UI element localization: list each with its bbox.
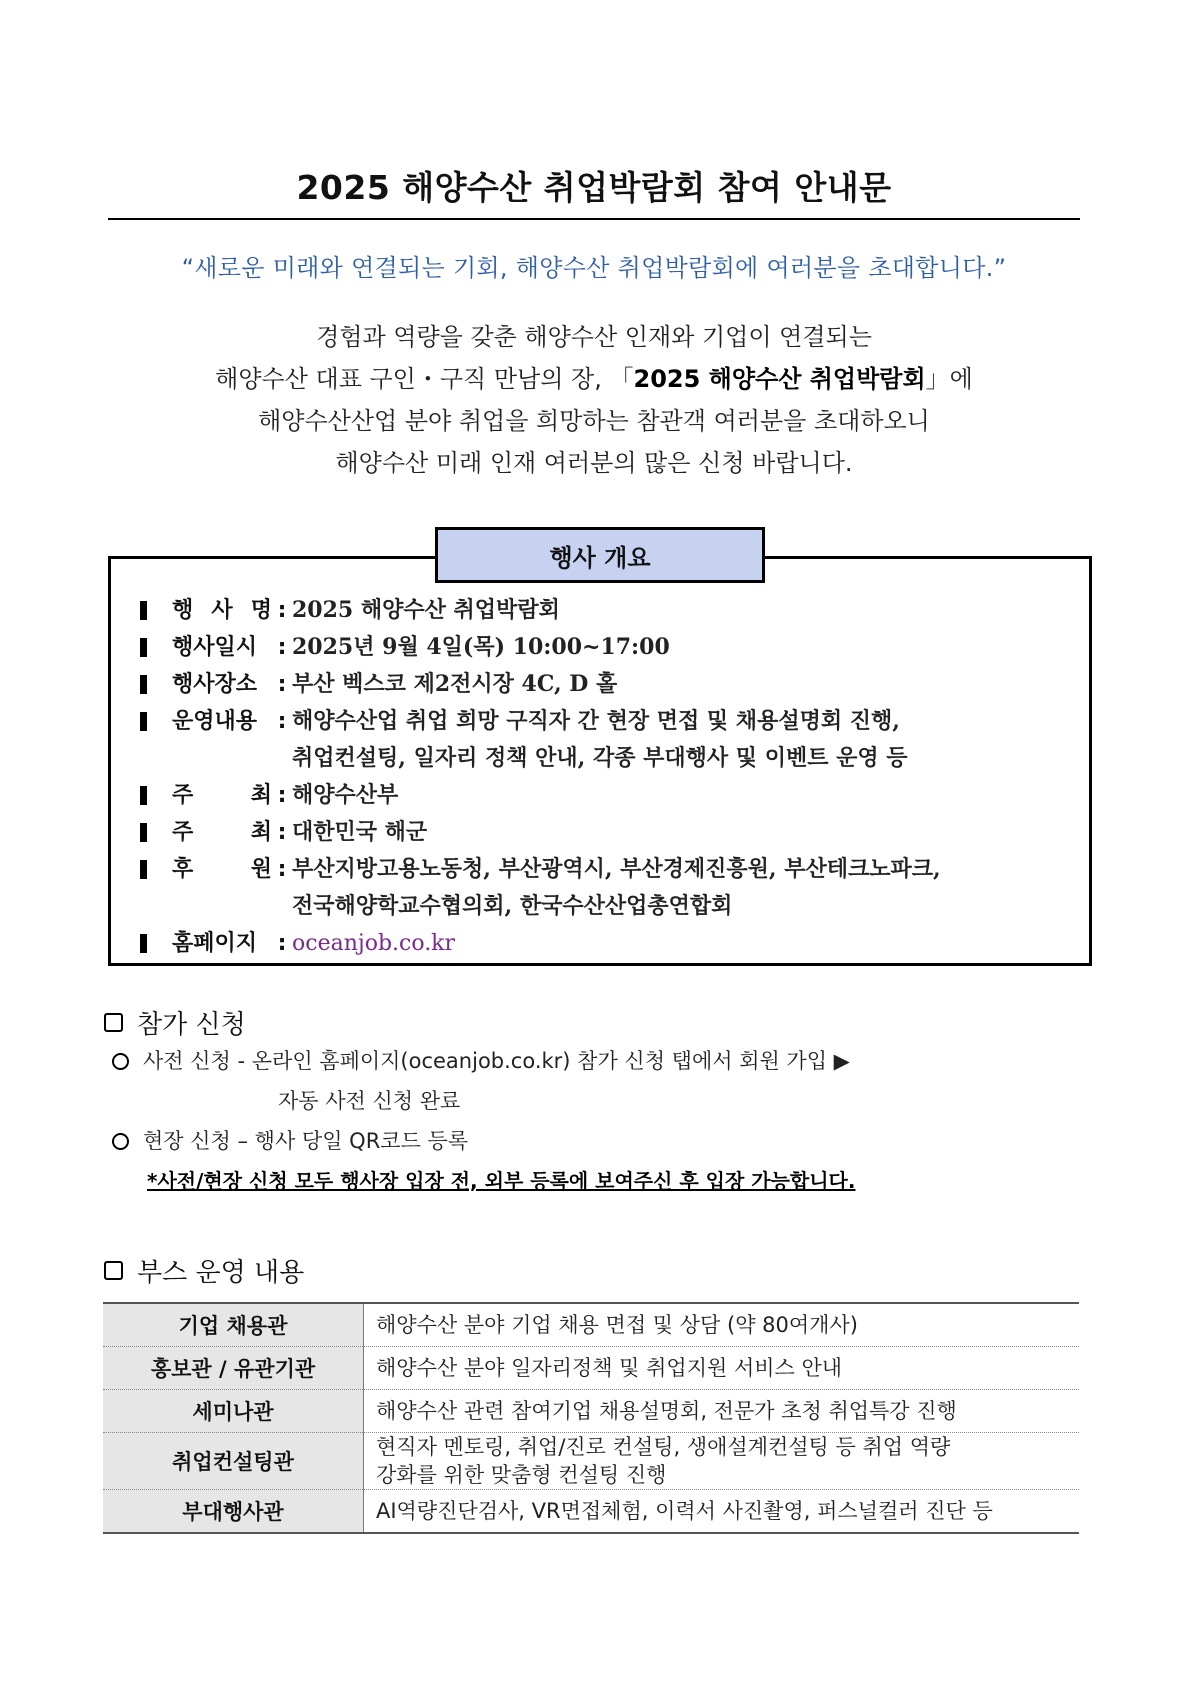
row-value: 해양수산부 (292, 782, 399, 808)
circle-bullet-icon (112, 1053, 129, 1070)
overview-row-event-name: 행 사 명 : 2025 해양수산 취업박람회 (140, 592, 1070, 629)
table-row (103, 1347, 1079, 1390)
row-label: 홈페이지 (172, 931, 258, 956)
overview-row-host: 주 최 : 해양수산부 (140, 777, 1070, 814)
apply-section (112, 1041, 1072, 1201)
checkbox-square-icon (104, 1261, 123, 1280)
overview-row-sponsor-cont (140, 888, 1070, 925)
overview-header: 행사 개요 (435, 527, 765, 583)
row-value: 부산지방고용노동청, 부산광역시, 부산경제진흥원, 부산테크노파크, (292, 856, 941, 882)
table-row (103, 1303, 1079, 1347)
booth-description: 현직자 멘토링, 취업/진로 컨설팅, 생애설계컨설팅 등 취업 역량 강화를 위한 맞춤형 컨설팅 진행 (364, 1433, 1080, 1490)
homepage-link[interactable]: oceanjob.co.kr (292, 931, 456, 956)
overview-row-content: 운영내용 : 해양수산업 취업 희망 구직자 간 현장 면접 및 채용설명회 진행, (140, 703, 1070, 740)
booth-category: 부대행사관 (103, 1490, 364, 1534)
booth-category: 취업컨설팅관 (103, 1433, 364, 1490)
booth-description: 해양수산 분야 일자리정책 및 취업지원 서비스 안내 (364, 1347, 1080, 1390)
intro-line: 해양수산산업 분야 취업을 희망하는 참관객 여러분을 초대하오니 (258, 407, 930, 435)
table-row (103, 1433, 1079, 1490)
overview-row-date: 행사일시 : 2025년 9월 4일(목) 10:00~17:00 (140, 629, 1070, 666)
booth-description: AI역량진단검사, VR면접체험, 이력서 사진촬영, 퍼스널컬러 진단 등 (376, 1499, 993, 1523)
row-value: 대한민국 해군 (292, 819, 428, 845)
booth-description: 해양수산 분야 기업 채용 면접 및 상담 (약 80여개사) (364, 1303, 1080, 1347)
booth-description: 해양수산 관련 참여기업 채용설명회, 전문가 초청 취업특강 진행 (364, 1390, 1080, 1433)
booth-table (103, 1302, 1079, 1534)
row-label: 행 사 명 (172, 598, 272, 623)
intro-paragraph (108, 316, 1080, 484)
row-label: 운영내용 (172, 709, 258, 734)
apply-note: *사전/현장 신청 모두 행사장 입장 전, 외부 등록에 보여주신 후 입장 가능합니다. (147, 1169, 856, 1193)
intro-line: 해양수산 미래 인재 여러분의 많은 신청 바랍니다. (335, 449, 853, 477)
apply-item-pre: 사전 신청 - 온라인 홈페이지(oceanjob.co.kr) 참가 신청 탭에서 회원 가입 ▶ (112, 1041, 1072, 1081)
row-value: 해양수산업 취업 희망 구직자 간 현장 면접 및 채용설명회 진행, (292, 708, 900, 734)
booth-category: 세미나관 (103, 1390, 364, 1433)
row-label: 주 최 (172, 820, 272, 845)
table-row (103, 1390, 1079, 1433)
overview-row-sponsor: 후 원 : 부산지방고용노동청, 부산광역시, 부산경제진흥원, 부산테크노파크, (140, 851, 1070, 888)
row-value: 전국해양학교수협의회, 한국수산산업총연합회 (292, 893, 733, 919)
section-heading-booth: 부스 운영 내용 (104, 1252, 304, 1289)
row-label: 행사장소 (172, 672, 258, 697)
bullet-icon (140, 629, 172, 666)
bullet-icon (140, 777, 172, 814)
page-title: 2025 해양수산 취업박람회 참여 안내문 (296, 168, 892, 207)
intro-line: 경험과 역량을 갖춘 해양수산 인재와 기업이 연결되는 (316, 323, 872, 351)
overview-row-venue: 행사장소 : 부산 벡스코 제2전시장 4C, D 홀 (140, 666, 1070, 703)
overview-list (140, 592, 1070, 962)
checkbox-square-icon (104, 1013, 123, 1032)
bullet-icon (140, 925, 172, 962)
intro-line: 해양수산 대표 구인・구직 만남의 장, 「2025 해양수산 취업박람회」에 (215, 365, 973, 393)
booth-category: 기업 채용관 (103, 1303, 364, 1347)
row-label: 주 최 (172, 783, 272, 808)
bullet-icon (140, 703, 172, 740)
row-label: 후 원 (172, 857, 272, 882)
row-value: 취업컨설팅, 일자리 정책 안내, 각종 부대행사 및 이벤트 운영 등 (292, 745, 908, 771)
bullet-icon (140, 814, 172, 851)
overview-row-content-cont (140, 740, 1070, 777)
tagline: “새로운 미래와 연결되는 기회, 해양수산 취업박람회에 여러분을 초대합니다.” (181, 254, 1007, 282)
row-value: 부산 벡스코 제2전시장 4C, D 홀 (292, 671, 618, 697)
row-value: 2025년 9월 4일(목) 10:00~17:00 (292, 634, 670, 660)
booth-category: 홍보관 / 유관기관 (103, 1347, 364, 1390)
overview-row-homepage: 홈페이지 : oceanjob.co.kr (140, 925, 1070, 962)
bullet-icon (140, 851, 172, 888)
circle-bullet-icon (112, 1133, 129, 1150)
apply-item-pre-cont: 자동 사전 신청 완료 (278, 1089, 461, 1113)
section-heading-apply: 참가 신청 (104, 1004, 246, 1041)
bullet-icon (140, 592, 172, 629)
apply-item-onsite: 현장 신청 – 행사 당일 QR코드 등록 (112, 1121, 1072, 1161)
row-label: 행사일시 (172, 635, 258, 660)
table-row (103, 1490, 1079, 1534)
overview-row-cohost: 주 최 : 대한민국 해군 (140, 814, 1070, 851)
row-value: 2025 해양수산 취업박람회 (292, 597, 560, 623)
title-divider (108, 218, 1080, 220)
bullet-icon (140, 666, 172, 703)
